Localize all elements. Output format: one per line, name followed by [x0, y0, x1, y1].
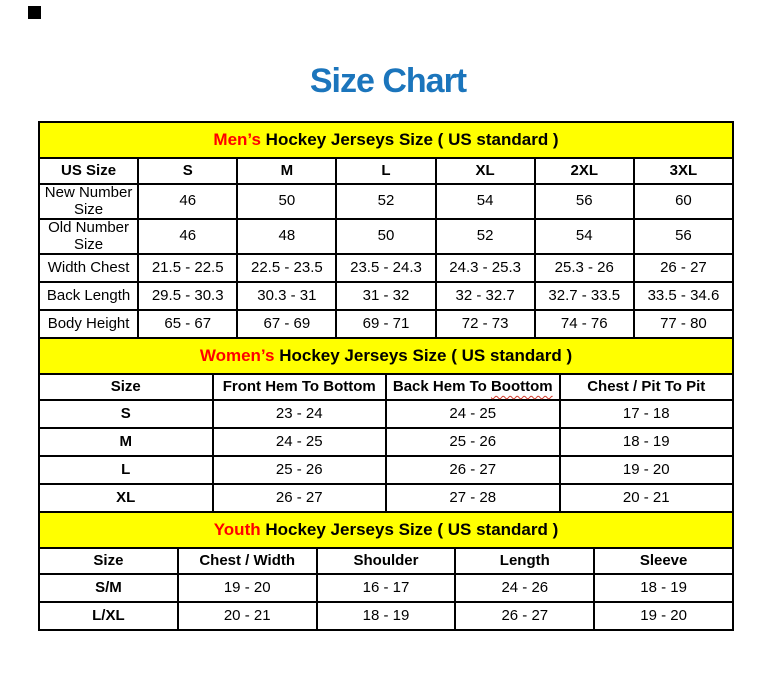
- size-value-cell: 72 - 73: [436, 310, 535, 338]
- size-value-cell: 25 - 26: [386, 428, 560, 456]
- size-value-cell: 25 - 26: [213, 456, 387, 484]
- size-value-cell: 19 - 20: [594, 602, 733, 630]
- size-value-cell: 30.3 - 31: [237, 282, 336, 310]
- womens-size-table: [38, 337, 734, 513]
- size-value-cell: 77 - 80: [634, 310, 733, 338]
- row-label-cell: Body Height: [39, 310, 138, 338]
- column-header-cell: Sleeve: [594, 548, 733, 574]
- row-label-cell: Width Chest: [39, 254, 138, 282]
- column-header-cell: Back Hem To Boottom: [386, 374, 560, 400]
- size-value-cell: 46: [138, 219, 237, 254]
- row-label-cell: L/XL: [39, 602, 178, 630]
- size-value-cell: 74 - 76: [535, 310, 634, 338]
- size-value-cell: 56: [634, 219, 733, 254]
- table-row: [39, 219, 733, 254]
- size-value-cell: 26 - 27: [455, 602, 594, 630]
- size-value-cell: 18 - 19: [560, 428, 734, 456]
- size-value-cell: 18 - 19: [594, 574, 733, 602]
- table-row: [39, 456, 733, 484]
- size-value-cell: 48: [237, 219, 336, 254]
- column-header-cell: 2XL: [535, 158, 634, 184]
- size-value-cell: 19 - 20: [560, 456, 734, 484]
- size-value-cell: 26 - 27: [634, 254, 733, 282]
- size-value-cell: 24 - 26: [455, 574, 594, 602]
- youth-section-header: Youth Hockey Jerseys Size ( US standard ): [39, 512, 733, 548]
- table-row: [39, 310, 733, 338]
- row-label-cell: S/M: [39, 574, 178, 602]
- table-row: [39, 602, 733, 630]
- size-value-cell: 23 - 24: [213, 400, 387, 428]
- row-label-cell: Back Length: [39, 282, 138, 310]
- column-header-cell: Front Hem To Bottom: [213, 374, 387, 400]
- size-value-cell: 24 - 25: [386, 400, 560, 428]
- column-header-cell: 3XL: [634, 158, 733, 184]
- size-value-cell: 67 - 69: [237, 310, 336, 338]
- table-row: [39, 574, 733, 602]
- section-accent-label: Youth: [213, 519, 261, 539]
- mens-size-table: [38, 121, 734, 339]
- column-header-cell: Chest / Pit To Pit: [560, 374, 734, 400]
- size-value-cell: 32.7 - 33.5: [535, 282, 634, 310]
- table-row: [39, 282, 733, 310]
- section-accent-label: Men’s: [213, 129, 261, 149]
- size-value-cell: 20 - 21: [178, 602, 317, 630]
- table-row: [39, 254, 733, 282]
- size-value-cell: 16 - 17: [317, 574, 456, 602]
- table-row: [39, 484, 733, 512]
- row-label-cell: New Number Size: [39, 184, 138, 219]
- size-value-cell: 21.5 - 22.5: [138, 254, 237, 282]
- page-title: Size Chart: [309, 62, 467, 100]
- misspelled-word: Boottom: [490, 377, 553, 395]
- column-header-cell: XL: [436, 158, 535, 184]
- size-value-cell: 69 - 71: [336, 310, 435, 338]
- size-value-cell: 19 - 20: [178, 574, 317, 602]
- table-row: [39, 400, 733, 428]
- column-header-cell: Chest / Width: [178, 548, 317, 574]
- size-value-cell: 46: [138, 184, 237, 219]
- size-value-cell: 52: [336, 184, 435, 219]
- size-value-cell: 25.3 - 26: [535, 254, 634, 282]
- size-value-cell: 24 - 25: [213, 428, 387, 456]
- size-value-cell: 54: [535, 219, 634, 254]
- size-value-cell: 31 - 32: [336, 282, 435, 310]
- size-value-cell: 50: [237, 184, 336, 219]
- black-square-marker-icon: [28, 6, 41, 19]
- size-value-cell: 52: [436, 219, 535, 254]
- column-header-cell: M: [237, 158, 336, 184]
- mens-section-header: Men’s Hockey Jerseys Size ( US standard ): [39, 122, 733, 158]
- table-row: [39, 184, 733, 219]
- column-header-cell: L: [336, 158, 435, 184]
- size-value-cell: 32 - 32.7: [436, 282, 535, 310]
- column-header-cell: US Size: [39, 158, 138, 184]
- size-value-cell: 65 - 67: [138, 310, 237, 338]
- size-value-cell: 50: [336, 219, 435, 254]
- size-value-cell: 20 - 21: [560, 484, 734, 512]
- row-label-cell: M: [39, 428, 213, 456]
- section-accent-label: Women’s: [199, 345, 275, 365]
- size-value-cell: 33.5 - 34.6: [634, 282, 733, 310]
- size-tables: [38, 121, 734, 631]
- size-value-cell: 29.5 - 30.3: [138, 282, 237, 310]
- size-value-cell: 22.5 - 23.5: [237, 254, 336, 282]
- size-value-cell: 60: [634, 184, 733, 219]
- column-header-cell: Size: [39, 374, 213, 400]
- size-value-cell: 56: [535, 184, 634, 219]
- column-header-cell: Size: [39, 548, 178, 574]
- column-header-cell: S: [138, 158, 237, 184]
- size-value-cell: 24.3 - 25.3: [436, 254, 535, 282]
- size-value-cell: 26 - 27: [386, 456, 560, 484]
- column-header-cell: Length: [455, 548, 594, 574]
- size-value-cell: 26 - 27: [213, 484, 387, 512]
- row-label-cell: Old Number Size: [39, 219, 138, 254]
- size-value-cell: 54: [436, 184, 535, 219]
- row-label-cell: S: [39, 400, 213, 428]
- womens-section-header: Women’s Hockey Jerseys Size ( US standard ): [39, 338, 733, 374]
- size-value-cell: 23.5 - 24.3: [336, 254, 435, 282]
- row-label-cell: L: [39, 456, 213, 484]
- row-label-cell: XL: [39, 484, 213, 512]
- size-value-cell: 27 - 28: [386, 484, 560, 512]
- table-row: [39, 428, 733, 456]
- youth-size-table: [38, 511, 734, 631]
- column-header-cell: Shoulder: [317, 548, 456, 574]
- size-value-cell: 17 - 18: [560, 400, 734, 428]
- size-value-cell: 18 - 19: [317, 602, 456, 630]
